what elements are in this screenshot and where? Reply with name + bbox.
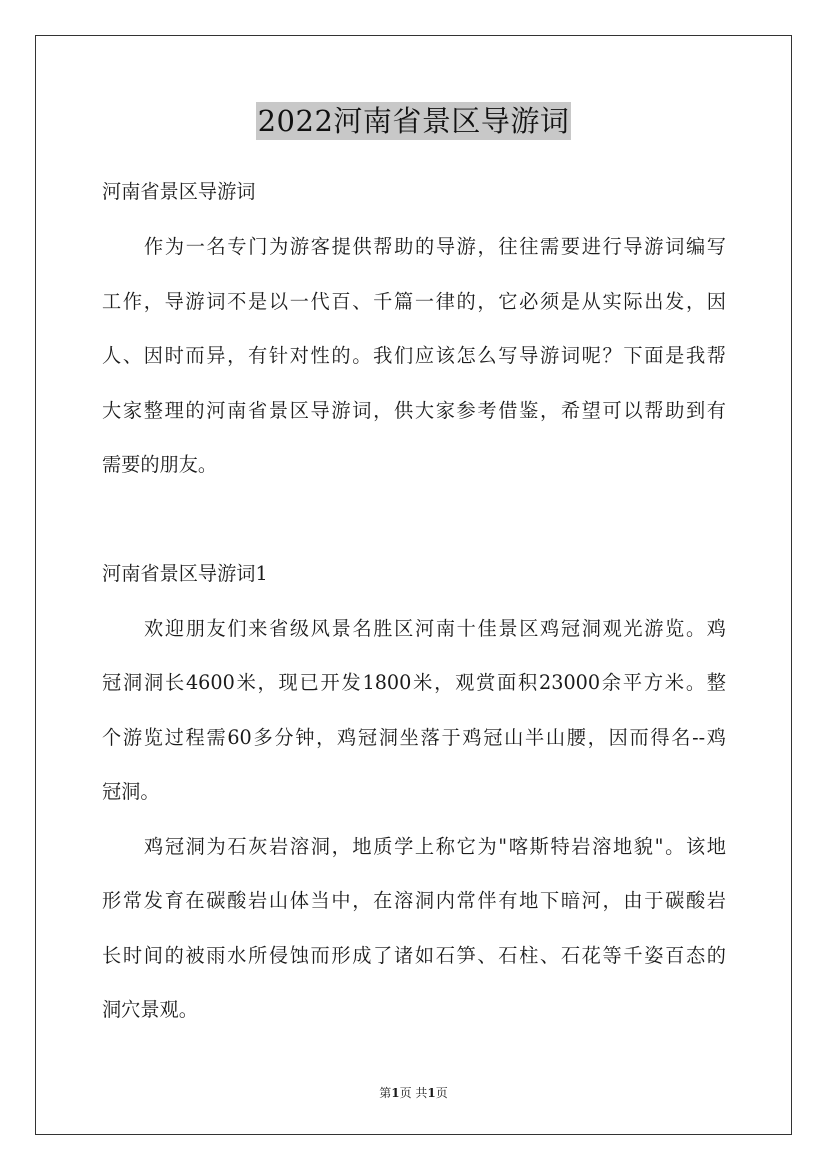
- paragraph-line: 冠洞。: [102, 780, 160, 803]
- document-title-text: 2022河南省景区导游词: [257, 104, 570, 138]
- paragraph-line: 欢迎朋友们来省级风景名胜区河南十佳景区鸡冠洞观光游览。鸡: [144, 617, 726, 640]
- paragraph-line: 冠洞洞长4600米，现已开发1800米，观赏面积23000余平方米。整: [102, 671, 726, 694]
- document-title: [0, 102, 827, 140]
- intro-line: 工作，导游词不是以一代百、千篇一律的，它必须是从实际出发，因: [102, 290, 726, 313]
- paragraph-line: 洞穴景观。: [102, 998, 198, 1021]
- paragraph-line: 形常发育在碳酸岩山体当中，在溶洞内常伴有地下暗河，由于碳酸岩: [102, 889, 726, 912]
- section-heading: 河南省景区导游词1: [102, 562, 268, 585]
- footer-mid: 页 共: [399, 1086, 428, 1100]
- paragraph-line: 个游览过程需60多分钟，鸡冠洞坐落于鸡冠山半山腰，因而得名--鸡: [102, 726, 726, 749]
- intro-heading: 河南省景区导游词: [102, 180, 256, 203]
- page-footer: [0, 1084, 827, 1101]
- footer-prefix: 第: [379, 1086, 392, 1100]
- paragraph-line: 长时间的被雨水所侵蚀而形成了诸如石笋、石柱、石花等千姿百态的: [102, 944, 726, 967]
- paragraph-line: 鸡冠洞为石灰岩溶洞，地质学上称它为"喀斯特岩溶地貌"。该地: [144, 835, 726, 858]
- footer-page-total: 1: [427, 1086, 436, 1100]
- footer-page-current: 1: [391, 1086, 400, 1100]
- intro-line: 需要的朋友。: [102, 453, 218, 476]
- intro-line: 大家整理的河南省景区导游词，供大家参考借鉴，希望可以帮助到有: [102, 399, 726, 422]
- footer-suffix: 页: [435, 1086, 448, 1100]
- intro-line: 作为一名专门为游客提供帮助的导游，往往需要进行导游词编写: [144, 235, 726, 258]
- intro-line: 人、因时而异，有针对性的。我们应该怎么写导游词呢？下面是我帮: [102, 344, 726, 367]
